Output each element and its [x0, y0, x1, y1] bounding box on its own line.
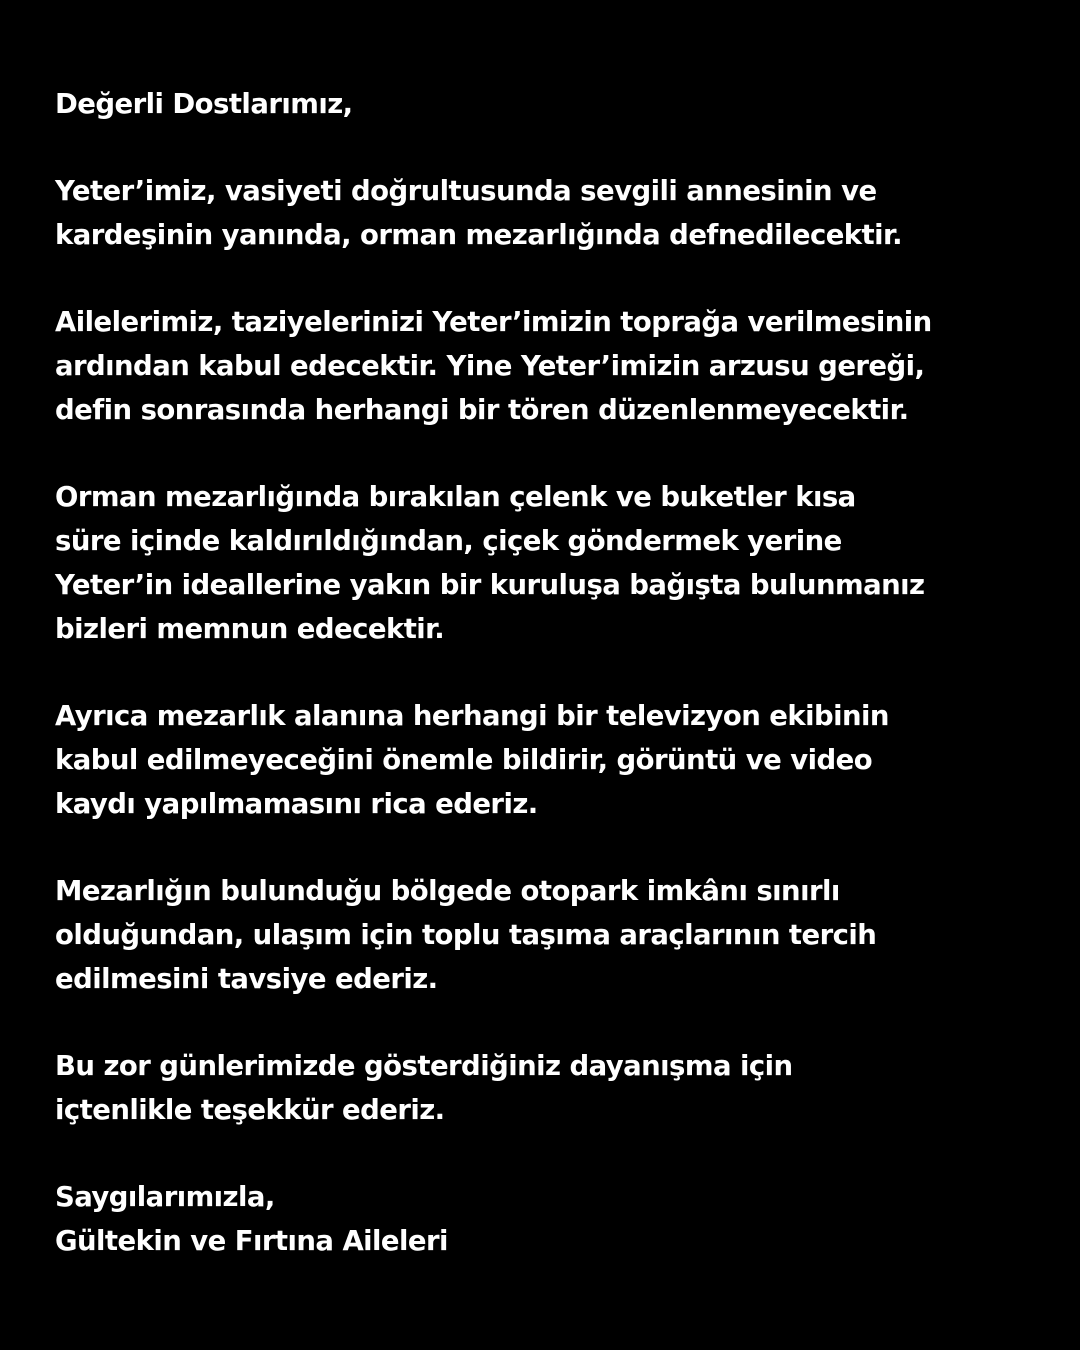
paragraph-condolences: [55, 300, 1045, 432]
text-line: Ailelerimiz, taziyelerinizi Yeter’imizin toprağa verilmesinin: [55, 306, 932, 338]
closing: Saygılarımızla,: [55, 1181, 275, 1213]
text-line: süre içinde kaldırıldığından, çiçek göndermek yerine: [55, 525, 842, 557]
signoff: [55, 1175, 1045, 1263]
paragraph-media: [55, 694, 1045, 826]
signature: Gültekin ve Fırtına Aileleri: [55, 1225, 448, 1257]
letter-body: [55, 82, 1045, 1263]
text-line: bizleri memnun edecektir.: [55, 613, 445, 645]
paragraph-burial: [55, 169, 1045, 257]
text-line: Yeter’imiz, vasiyeti doğrultusunda sevgili annesinin ve: [55, 175, 877, 207]
text-line: edilmesini tavsiye ederiz.: [55, 963, 438, 995]
greeting-line: Değerli Dostlarımız,: [55, 88, 353, 120]
text-line: olduğundan, ulaşım için toplu taşıma araçlarının tercih: [55, 919, 877, 951]
text-line: Bu zor günlerimizde gösterdiğiniz dayanışma için: [55, 1050, 793, 1082]
paragraph-thanks: [55, 1044, 1045, 1132]
paragraph-parking: [55, 869, 1045, 1001]
text-line: defin sonrasında herhangi bir tören düzenlenmeyecektir.: [55, 394, 909, 426]
text-line: Orman mezarlığında bırakılan çelenk ve buketler kısa: [55, 481, 856, 513]
text-line: içtenlikle teşekkür ederiz.: [55, 1094, 445, 1126]
greeting: [55, 82, 1045, 126]
text-line: Yeter’in ideallerine yakın bir kuruluşa bağışta bulunmanız: [55, 569, 925, 601]
paragraph-flowers: [55, 475, 1045, 651]
text-line: Mezarlığın bulunduğu bölgede otopark imkânı sınırlı: [55, 875, 840, 907]
text-line: kabul edilmeyeceğini önemle bildirir, görüntü ve video: [55, 744, 873, 776]
text-line: Ayrıca mezarlık alanına herhangi bir televizyon ekibinin: [55, 700, 889, 732]
text-line: kaydı yapılmamasını rica ederiz.: [55, 788, 538, 820]
text-line: kardeşinin yanında, orman mezarlığında defnedilecektir.: [55, 219, 902, 251]
text-line: ardından kabul edecektir. Yine Yeter’imizin arzusu gereği,: [55, 350, 925, 382]
